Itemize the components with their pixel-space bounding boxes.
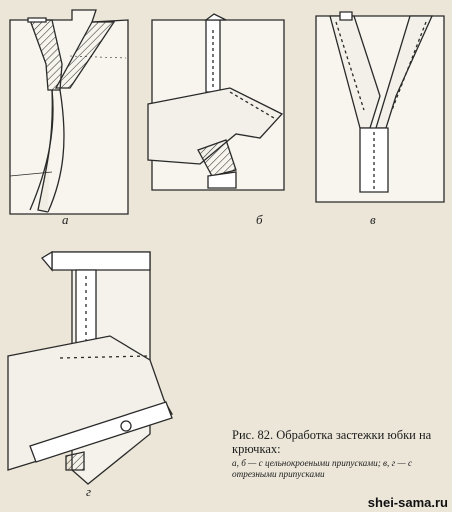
watermark: shei-sama.ru [367, 495, 448, 510]
panel-label-a: а [62, 212, 69, 227]
panel-v-drawing [316, 12, 444, 202]
panel-label-v: в [370, 212, 376, 227]
panel-g-drawing [8, 252, 172, 484]
panel-b-drawing [148, 14, 284, 190]
caption-body: а, б — с цельнокроеными припусками; в, г — с отрезными припусками [232, 458, 413, 479]
caption-title: Рис. 82. Обработка застежки юбки на крючках: [232, 428, 432, 456]
panel-label-g: г [86, 484, 92, 499]
figure-caption [232, 428, 448, 480]
panel-a-drawing [10, 10, 128, 214]
panel-label-b: б [256, 212, 263, 227]
